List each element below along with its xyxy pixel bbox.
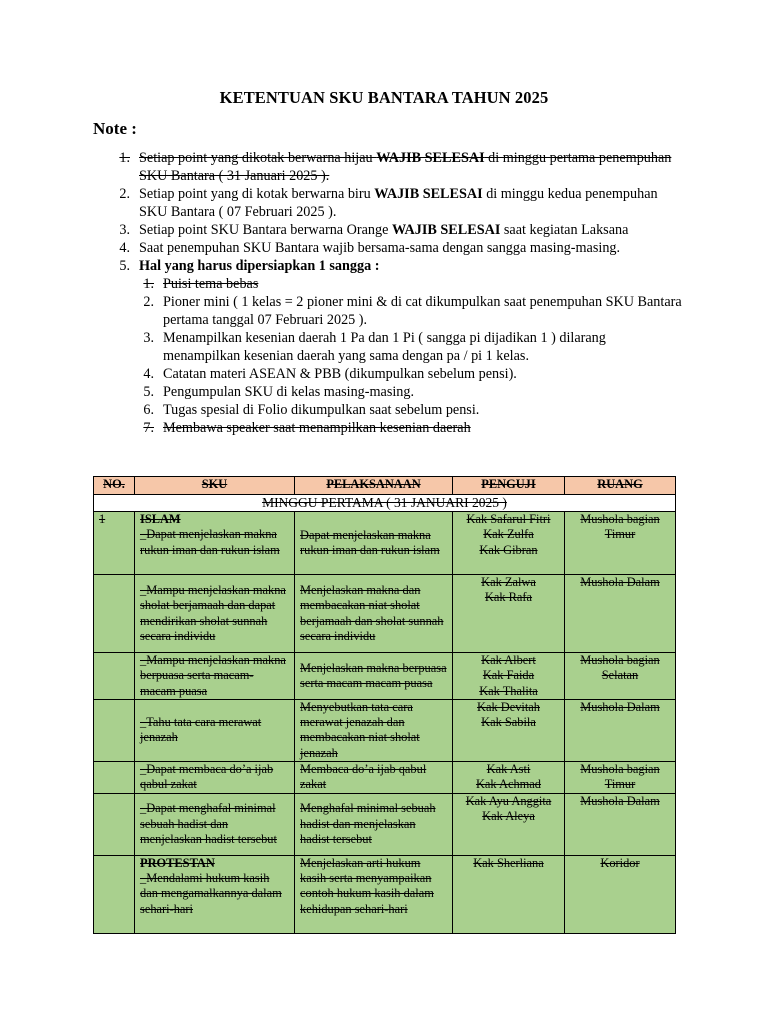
cell-no <box>94 699 135 761</box>
examiner-name: Kak Rafa <box>484 590 533 605</box>
prep-text: Puisi tema bebas <box>163 276 259 292</box>
cell-pelaksanaan: Menjelaskan makna berpuasa serta macam macam puasa <box>295 653 453 700</box>
examiner-name: Kak Thalita <box>479 683 538 698</box>
cell-pelaksanaan: Menjelaskan arti hukum kasih serta menyampaikan contoh hukum kasih dalam kehidupan sehari-hari <box>295 855 453 933</box>
note-item <box>93 239 683 257</box>
cell-sku <box>135 512 295 575</box>
examiner-name: Kak Albert <box>481 653 536 667</box>
note-text <box>139 185 683 221</box>
examiner-name: Kak Safarul Fitri <box>466 512 551 526</box>
cell-no: 1 <box>94 512 135 575</box>
note-item <box>93 185 683 221</box>
sku-text: _Dapat menjelaskan makna rukun iman dan rukun islam <box>140 527 280 557</box>
examiner-name: Kak Gibran <box>479 542 538 557</box>
sku-text: _Dapat menghafal minimal sebuah hadist dan menjelaskan hadist tersebut <box>140 801 277 846</box>
cell-sku <box>135 699 295 761</box>
prep-item <box>93 293 683 329</box>
prep-item <box>93 383 683 401</box>
note-text-pre: Saat penempuhan SKU Bantara wajib bersama-sama dengan sangga masing-masing. <box>139 240 621 256</box>
table-row <box>94 699 676 761</box>
week-label: MINGGU PERTAMA ( 31 JANUARI 2025 ) <box>94 495 676 512</box>
note-number: 4. <box>119 240 130 256</box>
prep-item <box>93 401 683 419</box>
note-text <box>139 257 683 275</box>
note-text-bold: WAJIB SELESAI <box>391 222 501 238</box>
prep-list <box>93 275 683 437</box>
prep-number: 1. <box>143 276 154 292</box>
note-label: Note : <box>93 119 137 138</box>
cell-pelaksanaan: Menyebutkan tata cara merawat jenazah dan membacakan niat sholat jenazah <box>295 699 453 761</box>
note-number: 3. <box>119 222 130 238</box>
prep-text: Tugas spesial di Folio dikumpulkan saat sebelum pensi. <box>163 402 480 418</box>
prep-number: 4. <box>143 366 154 382</box>
prep-text: Membawa speaker saat menampilkan kesenian daerah <box>163 420 471 436</box>
cell-no <box>94 793 135 855</box>
table-row <box>94 653 676 700</box>
note-text <box>139 149 683 185</box>
cell-ruang: Mushola bagian Selatan <box>565 653 676 700</box>
prep-number: 7. <box>143 420 154 436</box>
header-penguji: PENGUJI <box>453 477 565 495</box>
cell-ruang: Koridor <box>565 855 676 933</box>
sku-text: _Tahu tata cara merawat jenazah <box>140 715 262 745</box>
note-item <box>93 221 683 239</box>
prep-text: Pengumpulan SKU di kelas masing-masing. <box>163 384 415 400</box>
cell-pelaksanaan: Menghafal minimal sebuah hadist dan menjelaskan hadist tersebut <box>295 793 453 855</box>
religion-heading: PROTESTAN <box>140 855 215 870</box>
note-text-bold: WAJIB SELESAI <box>374 186 483 202</box>
note-text-post: di minggu pertama penempuhan SKU Bantara ( 31 Januari 2025 ). <box>139 150 672 184</box>
cell-sku <box>135 653 295 700</box>
note-item <box>93 257 683 275</box>
cell-sku <box>135 793 295 855</box>
examiner-name: Kak Aleya <box>482 808 535 823</box>
sku-text: _Mampu menjelaskan makna sholat berjamaah dan dapat mendirikan sholat sunnah secara individu <box>140 582 286 643</box>
note-text-pre: Setiap point SKU Bantara berwarna Orange <box>139 222 392 238</box>
prep-text: Catatan materi ASEAN & PBB (dikumpulkan sebelum pensi). <box>163 366 517 382</box>
note-text-bold: WAJIB SELESAI <box>376 150 485 166</box>
sku-text: _Mendalami hukum kasih dan mengamalkannya dalam sehari-hari <box>140 870 282 916</box>
sku-text: _Dapat membaca do’a ijab qabul zakat <box>140 762 274 792</box>
religion-heading: ISLAM <box>140 512 181 526</box>
table-row <box>94 855 676 933</box>
cell-sku <box>135 855 295 933</box>
prep-number: 6. <box>143 402 154 418</box>
examiner-name: Kak Faida <box>482 668 535 683</box>
cell-penguji <box>453 762 565 794</box>
cell-no <box>94 575 135 653</box>
table-row <box>94 762 676 794</box>
cell-penguji <box>453 699 565 761</box>
prep-item <box>93 275 683 293</box>
examiner-name: Kak Devitah <box>477 699 540 714</box>
note-text-pre: Setiap point yang di kotak berwarna biru <box>139 186 375 202</box>
header-pelaksanaan: PELAKSANAAN <box>295 477 453 495</box>
prep-number: 5. <box>143 384 154 400</box>
document-title: KETENTUAN SKU BANTARA TAHUN 2025 <box>219 88 549 107</box>
examiner-name: Kak Asti <box>486 762 531 777</box>
cell-penguji <box>453 793 565 855</box>
sku-text: _Mampu menjelaskan makna berpuasa serta macam-macam puasa <box>140 653 286 698</box>
examiner-name: Kak Achmad <box>475 777 542 792</box>
note-item <box>93 149 683 185</box>
examiner-name: Kak Zulfa <box>483 527 534 542</box>
note-text <box>139 239 683 257</box>
cell-penguji <box>453 653 565 700</box>
cell-ruang: Mushola Dalam <box>565 793 676 855</box>
note-list <box>93 149 683 437</box>
note-text-bold: Hal yang harus dipersiapkan 1 sangga : <box>139 258 380 274</box>
cell-no <box>94 653 135 700</box>
cell-no <box>94 855 135 933</box>
cell-pelaksanaan: Dapat menjelaskan makna rukun iman dan rukun islam <box>295 512 453 575</box>
table-row <box>94 575 676 653</box>
note-text <box>139 221 683 239</box>
cell-ruang: Mushola bagian Timur <box>565 512 676 575</box>
note-number: 5. <box>119 258 130 274</box>
cell-pelaksanaan: Membaca do’a ijab qabul zakat <box>295 762 453 794</box>
examiner-name: Kak Zalwa <box>481 575 536 589</box>
cell-penguji <box>453 855 565 933</box>
cell-pelaksanaan: Menjelaskan makna dan membacakan niat sholat berjamaah dan sholat sunnah secara individu <box>295 575 453 653</box>
cell-sku <box>135 575 295 653</box>
prep-text: Pioner mini ( 1 kelas = 2 pioner mini & di cat dikumpulkan saat penempuhan SKU Bantara pertama tanggal 07 Februari 2025 ). <box>163 294 682 328</box>
prep-number: 3. <box>143 330 154 346</box>
header-sku: SKU <box>135 477 295 495</box>
table-row <box>94 512 676 575</box>
cell-ruang: Mushola Dalam <box>565 699 676 761</box>
table-header-row <box>94 477 676 495</box>
header-ruang: RUANG <box>565 477 676 495</box>
prep-text: Menampilkan kesenian daerah 1 Pa dan 1 Pi ( sangga pi dijadikan 1 ) dilarang menampilkan kesenian daerah yang sama dengan pa / pi 1 kelas. <box>163 330 606 364</box>
examiner-name: Kak Sherliana <box>473 855 544 870</box>
cell-penguji <box>453 512 565 575</box>
cell-sku <box>135 762 295 794</box>
cell-ruang: Mushola Dalam <box>565 575 676 653</box>
week-row <box>94 495 676 512</box>
note-text-pre: Setiap point yang dikotak berwarna hijau <box>139 150 377 166</box>
cell-penguji <box>453 575 565 653</box>
sku-table <box>93 476 676 934</box>
cell-ruang: Mushola bagian Timur <box>565 762 676 794</box>
prep-number: 2. <box>143 294 154 310</box>
note-text-post: saat kegiatan Laksana <box>500 222 629 238</box>
table-row <box>94 793 676 855</box>
note-number: 2. <box>119 186 130 202</box>
examiner-name: Kak Ayu Anggita <box>465 793 552 808</box>
prep-item <box>93 365 683 383</box>
cell-no <box>94 762 135 794</box>
prep-item <box>93 329 683 365</box>
note-text-post: di minggu kedua penempuhan SKU Bantara ( 07 Februari 2025 ). <box>139 186 658 220</box>
prep-item <box>93 419 683 437</box>
examiner-name: Kak Sabila <box>481 715 536 730</box>
header-no: NO. <box>94 477 135 495</box>
note-number: 1. <box>119 150 130 166</box>
